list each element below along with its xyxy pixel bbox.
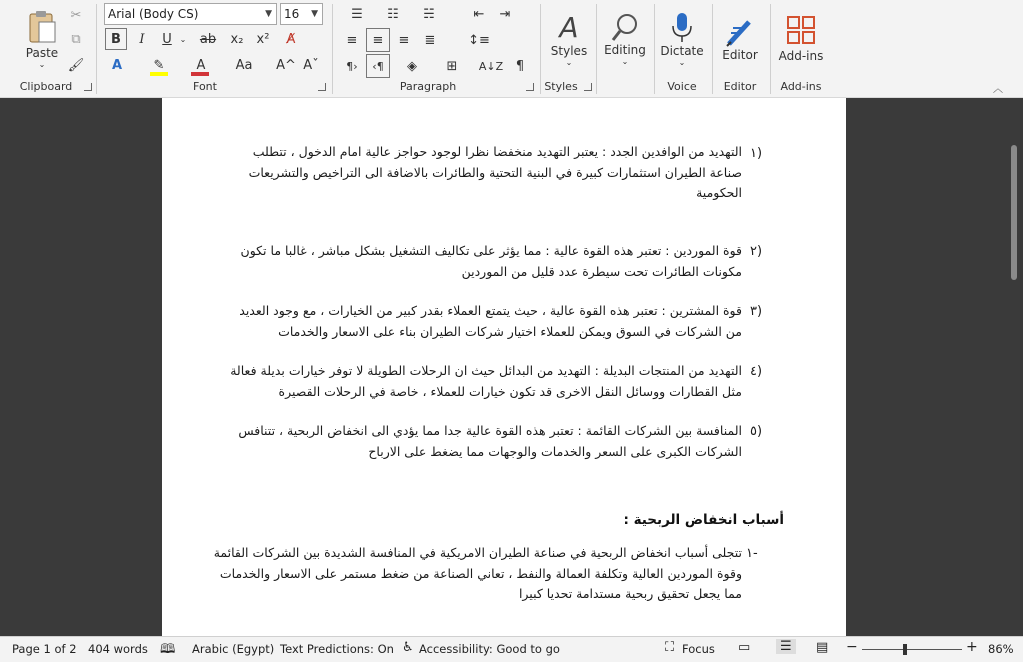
text-line: وقوة الموردين العالية وتكلفة العمالة والنفط ، تعاني الصناعة من ضغط مستمر على الاسعار والخدمات (219, 565, 742, 581)
clear-formatting-icon[interactable]: A̸ (286, 31, 296, 47)
separator (96, 4, 97, 94)
language-status[interactable]: Arabic (Egypt) (192, 642, 275, 656)
section-heading: أسباب انخفاض الربحية : (623, 512, 784, 528)
paragraph-group-label: Paragraph (399, 80, 457, 93)
web-layout-icon[interactable]: ▤ (816, 640, 829, 655)
sort-icon[interactable]: A↓Z (478, 59, 504, 73)
grow-font-button[interactable]: A^ (276, 57, 296, 73)
item-text (182, 421, 742, 462)
item-text (182, 301, 742, 342)
ltr-icon[interactable]: ¶› (346, 59, 358, 73)
highlight-icon[interactable]: ✎ (153, 57, 165, 73)
text-line: التهديد من الوافدين الجدد : يعتبر التهديد منخفضا نظرا لوجود حواجز عالية امام الدخول ، تتطلب (252, 144, 742, 159)
borders-icon[interactable]: ⊞ (446, 58, 458, 74)
chevron-down-icon[interactable]: ⌄ (179, 34, 187, 44)
read-mode-icon[interactable]: ▭ (738, 640, 751, 655)
text-line: قوة الموردين : تعتبر هذه القوة عالية : مما يؤثر على تكاليف التشغيل بشكل مباشر ، غالبا ما تكون (240, 243, 742, 258)
font-color-icon[interactable]: A (196, 57, 206, 73)
separator (654, 4, 655, 94)
zoom-in-icon[interactable]: + (966, 639, 978, 655)
page-count[interactable]: Page 1 of 2 (12, 642, 77, 656)
clipboard-group-label: Clipboard (19, 80, 73, 93)
zoom-level[interactable]: 86% (988, 642, 1014, 656)
font-group-label: Font (193, 80, 217, 93)
subscript-button[interactable]: x₂ (230, 31, 244, 47)
chevron-down-icon: ▼ (265, 9, 272, 19)
item-number: ١- (746, 546, 758, 561)
item-number: ٤) (750, 364, 763, 379)
separator (770, 4, 771, 94)
paste-label: Paste (25, 45, 59, 60)
ribbon (0, 0, 1023, 98)
bullets-icon[interactable]: ☰ (351, 6, 363, 22)
collapse-ribbon-icon[interactable]: ︿ (993, 83, 1003, 95)
editor-group-label: Editor (723, 80, 757, 93)
separator (540, 4, 541, 94)
chevron-down-icon: ▼ (311, 9, 318, 19)
align-right-icon[interactable]: ≡ (398, 32, 410, 48)
text-line: المنافسة بين الشركات القائمة : تعتبر هذه القوة عالية جدا مما يؤدي الى انخفاض الربحية ، تتنافس (238, 423, 742, 438)
underline-button[interactable]: U (162, 31, 172, 47)
align-left-icon[interactable]: ≡ (346, 32, 358, 48)
focus-icon: ⛶ (665, 640, 675, 655)
item-number: ٣) (750, 304, 763, 319)
multilevel-list-icon[interactable]: ☵ (423, 6, 435, 22)
item-number: ١) (750, 146, 763, 161)
align-center-icon[interactable]: ≡ (366, 28, 390, 52)
shrink-font-button[interactable]: Aˇ (303, 57, 319, 73)
font-size-dropdown[interactable] (280, 3, 323, 25)
proofing-book-icon[interactable]: 🕮 (160, 642, 176, 657)
editor-pen-icon (725, 16, 755, 48)
copy-icon[interactable]: ⧉ (71, 31, 81, 47)
editor-button[interactable] (718, 4, 762, 74)
line-spacing-icon[interactable]: ↕≡ (468, 32, 490, 48)
addins-group-label: Add-ins (780, 80, 822, 93)
text-line: قوة المشترين : تعتبر هذه القوة عالية ، حيث يتمتع العملاء بقدر كبير من الخيارات ، مع وجود العديد (239, 303, 742, 318)
item-number: ٢) (750, 244, 763, 259)
bold-button[interactable]: B (105, 28, 127, 50)
font-size-value: 16 (284, 7, 300, 21)
chevron-down-icon: ⌄ (38, 59, 46, 69)
chevron-down-icon: ⌄ (678, 57, 686, 67)
accessibility-status[interactable]: Accessibility: Good to go (419, 642, 560, 656)
paste-button[interactable] (22, 4, 62, 74)
item-text (182, 142, 742, 204)
text-line: التهديد من المنتجات البديلة : التهديد من البدائل حيث ان الرحلات الطويلة لا توفر خيارات بديلة فعالة (230, 363, 742, 378)
voice-group-label: Voice (667, 80, 697, 93)
rtl-icon[interactable]: ‹¶ (366, 54, 390, 78)
addins-grid-icon (786, 15, 816, 45)
chevron-down-icon: ⌄ (621, 56, 629, 66)
text-line: مكونات الطائرات تحت سيطرة عدد قليل من الموردين (461, 263, 742, 279)
editor-label: Editor (722, 48, 758, 62)
text-line: تتجلى أسباب انخفاض الربحية في صناعة الطيران الامريكية في المنافسة الشديدة بين الشركات القائمة (213, 545, 742, 560)
editing-label: Editing (604, 42, 646, 57)
justify-icon[interactable]: ≣ (424, 32, 436, 48)
text-line: الشركات الكبرى على السعر والخدمات والوجهات مما يضغط على الارباح (368, 443, 742, 459)
decrease-indent-icon[interactable]: ⇤ (473, 6, 485, 22)
styles-launcher-icon[interactable] (584, 83, 592, 91)
shading-icon[interactable]: ◈ (407, 58, 417, 74)
text-predictions-status[interactable]: Text Predictions: On (280, 642, 394, 656)
microphone-icon (671, 12, 693, 44)
dictate-button[interactable] (660, 4, 704, 74)
item-text (182, 543, 742, 605)
item-text (182, 241, 742, 282)
styles-button[interactable] (548, 4, 590, 74)
print-layout-icon[interactable]: ☰ (776, 639, 796, 654)
clipboard-launcher-icon[interactable] (84, 83, 92, 91)
addins-button[interactable] (776, 4, 826, 74)
separator (332, 4, 333, 94)
dictate-label: Dictate (660, 43, 704, 58)
vertical-scrollbar[interactable] (1011, 145, 1017, 280)
styles-label: Styles (550, 44, 588, 58)
font-family-value: Arial (Body CS) (108, 7, 199, 21)
format-painter-icon[interactable]: 🖌 (67, 57, 85, 73)
strikethrough-button[interactable]: ab (199, 31, 217, 47)
paragraph-launcher-icon[interactable] (526, 83, 534, 91)
font-family-dropdown[interactable] (104, 3, 277, 25)
highlight-color-swatch (150, 72, 168, 76)
separator (712, 4, 713, 94)
text-line: مما يجعل تحقيق ربحية مستدامة تحديا كبيرا (518, 586, 742, 601)
focus-button[interactable]: Focus (682, 642, 715, 656)
italic-button[interactable]: I (139, 31, 145, 47)
clipboard-icon (27, 10, 57, 44)
search-icon (611, 13, 639, 43)
cut-icon[interactable]: ✂ (70, 7, 82, 23)
status-bar (0, 636, 1023, 662)
change-case-button[interactable]: Aa (235, 57, 253, 73)
text-line: الحكومية (696, 185, 742, 200)
show-marks-icon[interactable]: ¶ (515, 58, 525, 74)
styles-group-label: Styles (544, 80, 578, 93)
zoom-out-icon[interactable]: − (846, 639, 858, 655)
separator (596, 4, 597, 94)
accessibility-icon: ♿ (402, 640, 414, 655)
superscript-button[interactable]: x² (256, 31, 270, 47)
text-line: صناعة الطيران استثمارات كبيرة في البنية التحتية والطائرات بالاضافة الى التراخيص والتشريعات (248, 164, 742, 180)
word-count[interactable]: 404 words (88, 642, 148, 656)
addins-label: Add-ins (778, 49, 824, 63)
styles-icon: A (559, 11, 579, 44)
zoom-slider-thumb[interactable] (903, 644, 907, 655)
zoom-slider-track[interactable] (862, 649, 962, 650)
font-color-swatch (191, 72, 209, 76)
numbering-icon[interactable]: ☷ (387, 6, 399, 22)
editing-button[interactable] (602, 4, 648, 74)
font-launcher-icon[interactable] (318, 83, 326, 91)
text-line: مثل القطارات ووسائل النقل الاخرى قد تكون خيارات للعملاء ، خاصة في الرحلات القصيرة (278, 383, 742, 399)
text-line: من الشركات في السوق ويمكن للعملاء اختيار شركات الطيران بناء على الاسعار والخدمات (278, 323, 742, 339)
item-text (182, 361, 742, 402)
increase-indent-icon[interactable]: ⇥ (499, 6, 511, 22)
item-number: ٥) (750, 424, 763, 439)
document-page[interactable] (162, 98, 846, 636)
chevron-down-icon: ⌄ (565, 58, 573, 67)
text-effects-icon[interactable]: A (111, 57, 123, 73)
